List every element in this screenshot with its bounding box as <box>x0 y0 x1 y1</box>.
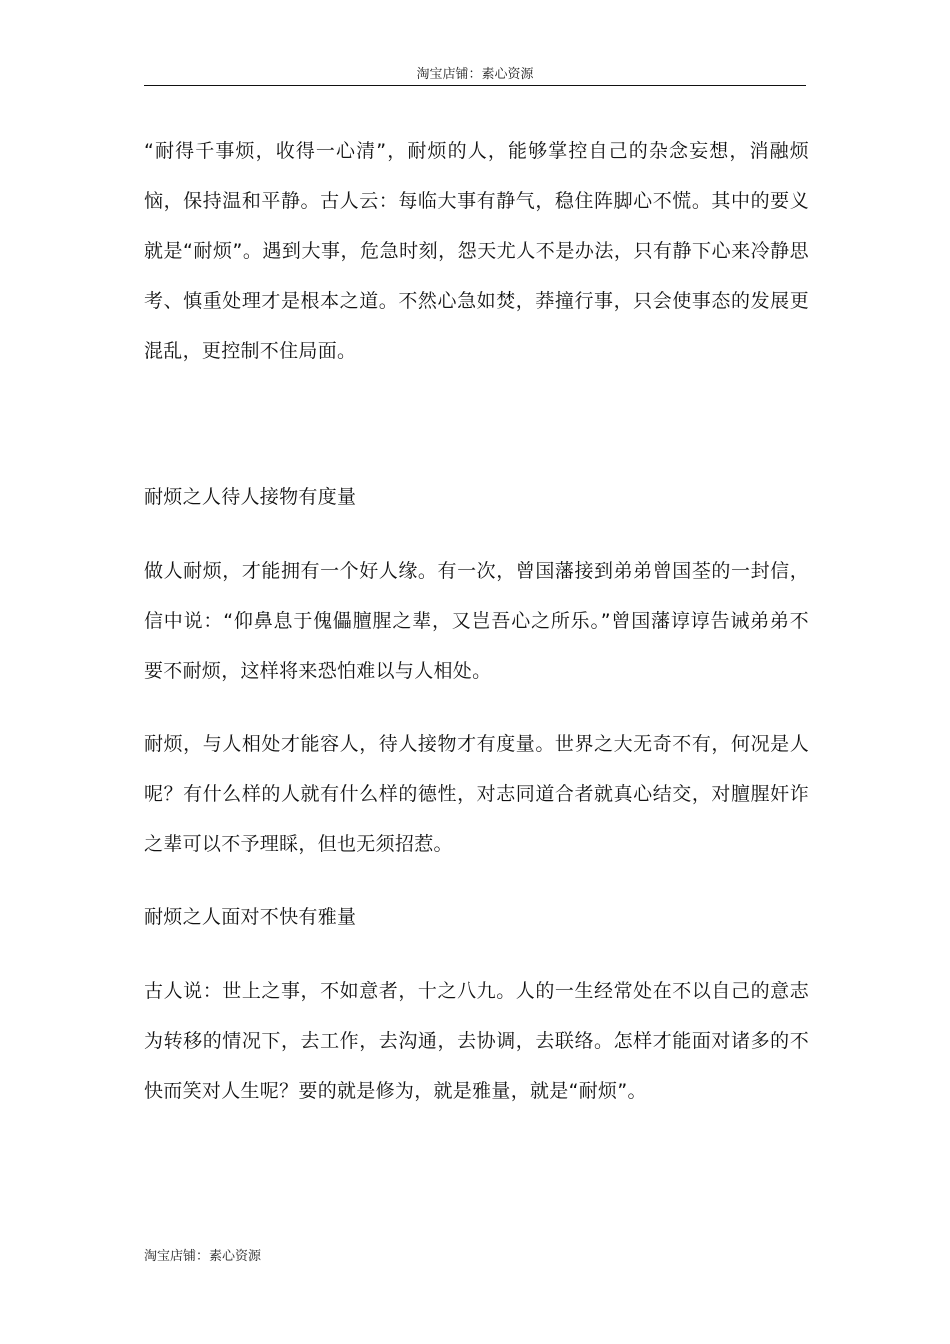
paragraph-1: “耐得千事烦，收得一心清”，耐烦的人，能够掌控自己的杂念妄想，消融烦恼，保持温和平静。古人云：每临大事有静气，稳住阵脚心不慌。其中的要义就是“耐烦”。遇到大事，危急时刻，怨天尤人不是办法，只有静下心来冷静思考、慎重处理才是根本之道。不然心急如焚，莽撞行事，只会使事态的发展更混乱，更控制不住局面。 <box>144 140 809 362</box>
paragraph-3: 耐烦，与人相处才能容人，待人接物才有度量。世界之大无奇不有，何况是人呢？有什么样的人就有什么样的德性，对志同道合者就真心结交，对膻腥奸诈之辈可以不予理睬，但也无须招惹。 <box>144 733 809 855</box>
section-heading-1: 耐烦之人待人接物有度量 <box>144 486 357 508</box>
header-divider <box>144 85 806 86</box>
page-footer: 淘宝店铺：素心资源 <box>144 1249 262 1264</box>
page-header: 淘宝店铺：素心资源 <box>416 67 534 82</box>
section-heading-2: 耐烦之人面对不快有雅量 <box>144 906 357 928</box>
paragraph-2: 做人耐烦，才能拥有一个好人缘。有一次，曾国藩接到弟弟曾国荃的一封信，信中说：“仰鼻息于傀儡膻腥之辈，又岂吾心之所乐。”曾国藩谆谆告诫弟弟不要不耐烦，这样将来恐怕难以与人相处。 <box>144 560 809 682</box>
paragraph-4: 古人说：世上之事，不如意者，十之八九。人的一生经常处在不以自己的意志为转移的情况下，去工作，去沟通，去协调，去联络。怎样才能面对诸多的不快而笑对人生呢？要的就是修为，就是雅量，就是“耐烦”。 <box>144 980 809 1102</box>
